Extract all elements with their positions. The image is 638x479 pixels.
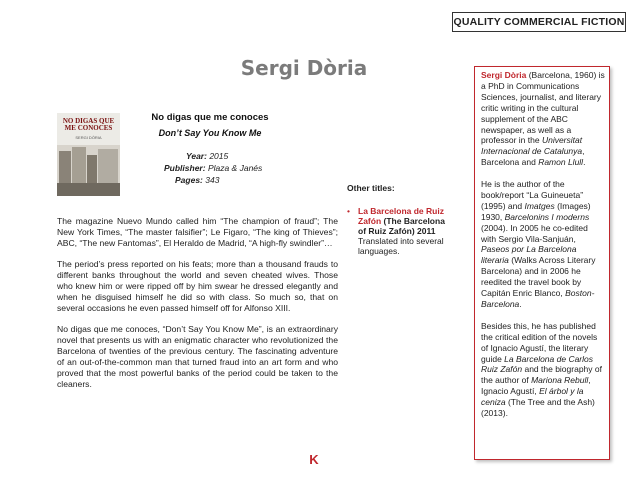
bio-text: Boston-Barcelona xyxy=(481,288,595,310)
description-paragraph: The magazine Nuevo Mundo called him “The champion of fraud”; The New York Times, “The master falsifier”; Le Figaro, “The king of Thieves”; ABC, “The new Fantomas”, El Heraldo de Madrid, “A high-fly swindler”… xyxy=(57,216,338,248)
publisher-value: Plaza & Janés xyxy=(207,163,263,173)
description-paragraph: The period’s press reported on his feats; more than a thousand frauds to different banks throughout the world and seven cheated wives. Those who knew him or were ripped off by him swear he dressed elegantly and when he disguised himself he did so with class. So much so, that on several occasions he even passed himself off for Alfonso XIII. xyxy=(57,259,338,313)
bio-text: (Images) 1930, xyxy=(481,200,591,222)
bio-text: Besides this, he has published the critical edition of the novels of Ignacio Agustí, the literary guide xyxy=(481,320,598,364)
category-tag: QUALITY COMMERCIAL FICTION xyxy=(452,12,626,32)
bio-text: , Barcelona and xyxy=(481,146,585,168)
bio-text: Paseos por La Barcelona literaria xyxy=(481,244,577,266)
book-title: No digas que me conoces xyxy=(151,112,269,123)
publisher-label: Publisher: xyxy=(164,163,206,173)
bio-text: (Walks Across Literary Barcelona) and in 2006 he reedited the travel book by Capitán Enric Blanco, xyxy=(481,255,596,299)
author-bio-box xyxy=(474,66,610,460)
year-label: Year: xyxy=(186,151,207,161)
bio-author-name: Sergi Dòria xyxy=(481,70,527,80)
author-name: Sergi Dòria xyxy=(240,56,368,80)
bio-text: He is the author of the book/report “La Guineueta” (1995) and xyxy=(481,179,584,211)
cover-author: SERGI DÒRIA xyxy=(75,135,102,140)
bio-text: and the biography of the author of xyxy=(481,364,602,386)
bio-text: Universitat Internacional de Catalunya xyxy=(481,135,583,157)
year-value: 2015 xyxy=(209,151,229,161)
bio-text: Barcelonins I moderns xyxy=(504,211,590,222)
book-english-title: Don’t Say You Know Me xyxy=(158,128,262,138)
agency-logo: K xyxy=(309,452,319,467)
bullet-icon: • xyxy=(347,206,350,216)
cover-street xyxy=(57,183,120,196)
other-title-note: Translated into several languages. xyxy=(358,236,444,256)
bio-text: . xyxy=(583,157,586,168)
bio-paragraph xyxy=(481,179,605,310)
other-title-name: La Barcelona de Ruiz Zafón xyxy=(358,206,444,226)
bio-text: El árbol y la ceniza xyxy=(481,386,584,408)
bio-text: (The Tree and the Ash) (2013). xyxy=(481,397,595,419)
book-cover-image xyxy=(57,113,120,196)
bio-paragraph xyxy=(481,70,605,168)
description-paragraph: No digas que me conoces, “Don’t Say You Know Me”, is an extraordinary novel that presents us with an enigmatic character who revolutionized the Barcelona of twenties of the previous century. The fascinating adventure of an out-of-the-common man that turned fraud into an art form and who proved that the most powerful banks of the period could be taken to the cleaners. xyxy=(57,324,338,389)
book-pages xyxy=(175,175,219,185)
other-title-english: (The Barcelona of Ruiz Zafón) 2011 xyxy=(358,216,445,236)
bio-text: Imatges xyxy=(524,200,555,211)
pages-label: Pages: xyxy=(175,175,203,185)
book-publisher xyxy=(164,163,262,173)
book-description xyxy=(57,216,338,400)
book-year xyxy=(186,151,228,161)
author-bio xyxy=(481,70,605,430)
bio-text: (Barcelona, 1960) is a PhD in Communications Sciences, journalist, and literary critic writing in the cultural supplement of the ABC newspaper, as well as a professor in the xyxy=(481,70,605,146)
bio-paragraph xyxy=(481,321,605,419)
cover-title: NO DIGAS QUE ME CONOCES xyxy=(62,117,115,132)
list-item xyxy=(358,206,450,256)
pages-value: 343 xyxy=(205,175,220,185)
bio-text: La Barcelona de Carlos Ruiz Zafón xyxy=(481,353,594,375)
bio-text: . xyxy=(519,299,522,310)
bio-text: Ramon Llull xyxy=(538,157,584,168)
bio-text: Mariona Rebull xyxy=(531,375,589,386)
bio-text: , Ignacio Agustí, xyxy=(481,375,591,397)
bio-text: (2004). In 2005 he co-edited with Sergio Vila-Sanjuán, xyxy=(481,222,588,244)
other-titles-heading: Other titles: xyxy=(347,183,395,193)
